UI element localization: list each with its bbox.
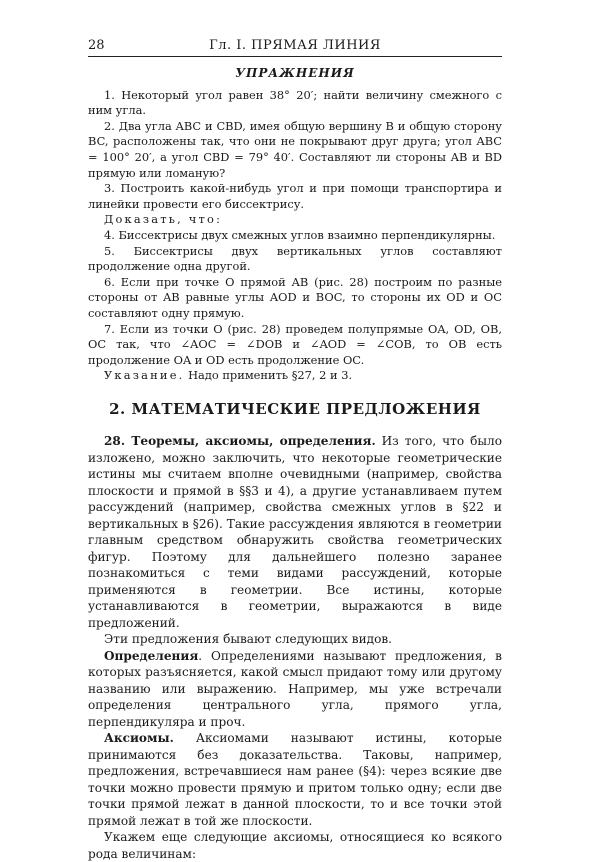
types-paragraph: Эти предложения бывают следующих видов. bbox=[104, 632, 393, 647]
axioms-paragraph bbox=[88, 730, 502, 829]
paragraph-28-text: Из того, что было изложено, можно заключить, что некоторые геометрические истины мы считаем вполне очевидными (например, свойства плоскости и прямой в §§3 и 4), а другие устанавливаем путем рассуждений (например, свойства смежных углов в §22 и вертикальных в §26). Такие рассуждения являются в геометрии главным средством обнаружить свойства геометрических фигур. Поэтому для дальнейшего полезно заранее познакомиться с теми видами рассуждений, которые применяются в геометрии. Все истины, которые устанавливаются в геометрии, выражаются в виде предложений. bbox=[88, 434, 502, 630]
following-axioms-paragraph: Укажем еще следующие аксиомы, относящиеся ко всякого рода величинам: bbox=[88, 830, 502, 861]
exercise-5: 5. Биссектрисы двух вертикальных углов составляют продолжение одна другой. bbox=[88, 243, 502, 274]
definitions-title: Определения bbox=[104, 648, 199, 663]
exercise-7: 7. Если из точки O (рис. 28) проведем полупрямые OA, OD, OB, OC так, что ∠AOC = ∠DOB и ∠AOD = ∠COB, то OB есть продолжение OA и OD есть продолжение OC. bbox=[88, 321, 502, 367]
definitions-text: . Определениями называют предложения, в которых разъясняется, какой смысл придают тому или другому названию или выражению. Например, мы уже встречали определения центрального угла, прямого угла, перпендикуляра и проч. bbox=[88, 648, 502, 729]
hint-label: Указание. bbox=[104, 368, 185, 383]
page-body bbox=[88, 64, 502, 862]
exercises-heading: УПРАЖНЕНИЯ bbox=[235, 66, 355, 80]
page-number: 28 bbox=[88, 38, 105, 53]
definitions-paragraph bbox=[88, 648, 502, 731]
running-title: Гл. I. ПРЯМАЯ ЛИНИЯ bbox=[209, 38, 381, 53]
exercise-6: 6. Если при точке O прямой AB (рис. 28) построим по разные стороны от AB равные углы AOD и BOC, то стороны их OD и OC составляют одну прямую. bbox=[88, 274, 502, 320]
section-body bbox=[88, 433, 502, 862]
exercise-2: 2. Два угла ABC и CBD, имея общую вершину B и общую сторону BC, расположены так, что они не покрывают друг друга; угол ABC = 100° 20′, а угол CBD = 79° 40′. Составляют ли стороны AB и BD прямую или ломаную? bbox=[88, 118, 502, 180]
prove-label-text: Доказать, что: bbox=[104, 212, 223, 227]
exercise-4: 4. Биссектрисы двух смежных углов взаимно перпендикулярны. bbox=[104, 227, 496, 242]
section-heading: 2. МАТЕМАТИЧЕСКИЕ ПРЕДЛОЖЕНИЯ bbox=[109, 399, 481, 418]
running-header bbox=[88, 36, 502, 57]
axioms-text: Аксиомами называют истины, которые принимаются без доказательства. Таковы, например, предложения, встречавшиеся нам ранее (§4): через всякие две точки можно провести прямую и притом только одну; если две точки прямой лежат в данной плоскости, то и все точки этой прямой лежат в той же плоскости. bbox=[88, 731, 502, 828]
exercise-3: 3. Построить какой-нибудь угол и при помощи транспортира и линейки провести его биссектрису. bbox=[88, 181, 502, 211]
hint bbox=[88, 368, 502, 384]
paragraph-28-title: 28. Теоремы, аксиомы, определения. bbox=[104, 434, 376, 449]
exercise-1: 1. Некоторый угол равен 38° 20′; найти величину смежного с ним угла. bbox=[88, 87, 502, 118]
hint-text: Надо применить §27, 2 и 3. bbox=[184, 368, 353, 383]
prove-label bbox=[88, 212, 502, 228]
axioms-title: Аксиомы. bbox=[104, 731, 174, 746]
paragraph-28 bbox=[88, 433, 502, 631]
